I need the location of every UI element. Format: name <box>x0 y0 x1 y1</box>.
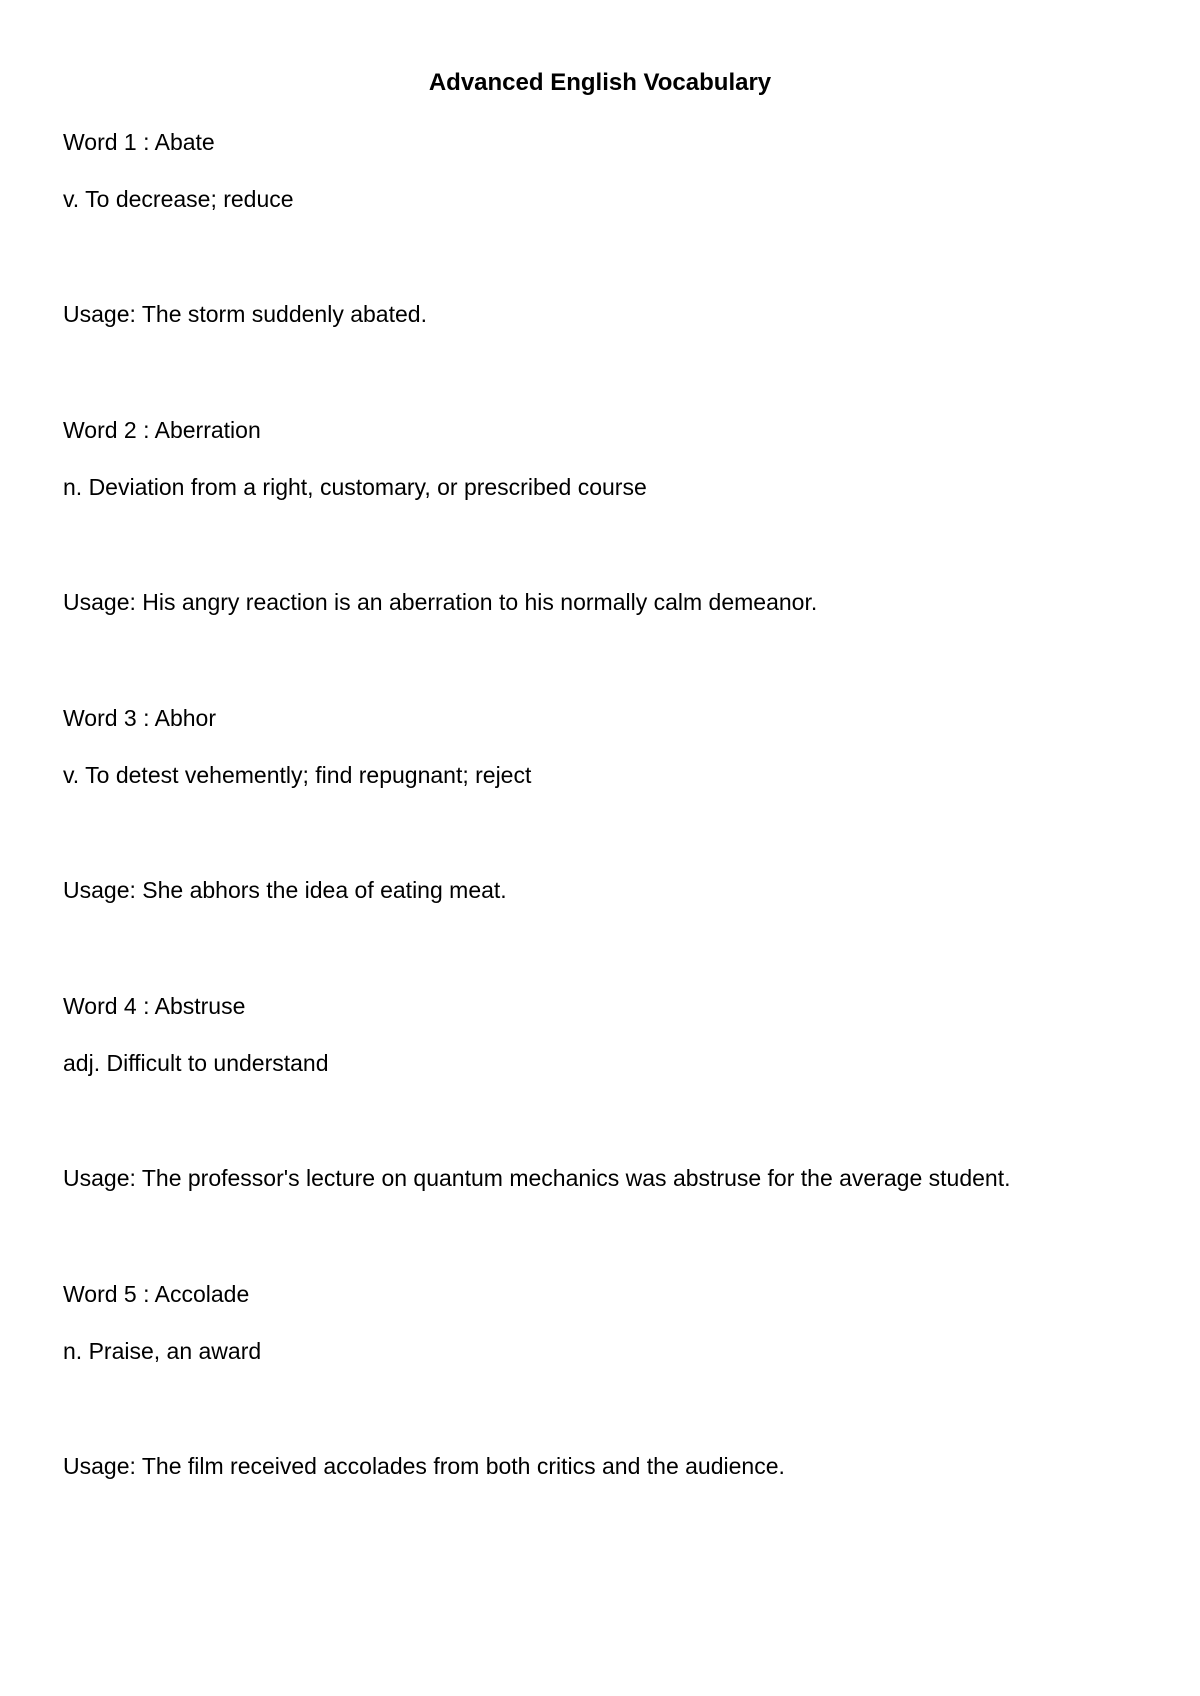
word-heading: Word 4 : Abstruse <box>63 993 246 1019</box>
word-definition: n. Deviation from a right, customary, or prescribed course <box>63 474 647 500</box>
word-heading: Word 2 : Aberration <box>63 417 261 443</box>
word-definition: adj. Difficult to understand <box>63 1050 329 1076</box>
word-heading: Word 3 : Abhor <box>63 705 216 731</box>
word-heading: Word 5 : Accolade <box>63 1281 250 1307</box>
document-title: Advanced English Vocabulary <box>428 69 772 96</box>
word-usage: Usage: The professor's lecture on quantum mechanics was abstruse for the average student. <box>63 1165 1011 1191</box>
word-heading: Word 1 : Abate <box>63 129 215 155</box>
word-usage: Usage: The storm suddenly abated. <box>63 301 427 327</box>
word-usage: Usage: His angry reaction is an aberration to his normally calm demeanor. <box>63 589 818 615</box>
word-usage: Usage: She abhors the idea of eating meat. <box>63 877 507 903</box>
word-definition: n. Praise, an award <box>63 1338 262 1364</box>
word-definition: v. To decrease; reduce <box>63 186 294 212</box>
word-definition: v. To detest vehemently; find repugnant; reject <box>63 762 532 788</box>
word-usage: Usage: The film received accolades from both critics and the audience. <box>63 1453 785 1479</box>
